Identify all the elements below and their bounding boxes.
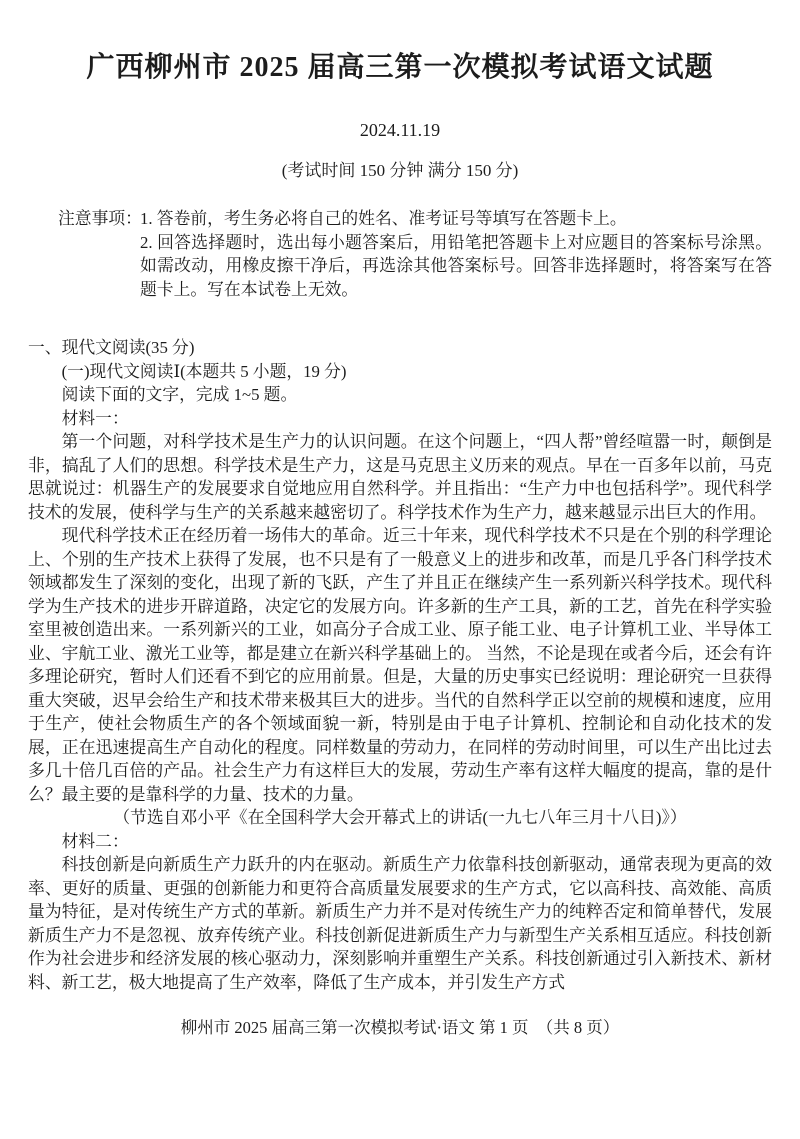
material1-attribution: （节选自邓小平《在全国科学大会开幕式上的讲话(一九七八年三月十八日)》） (113, 808, 687, 827)
section-heading: 一、现代文阅读(35 分) (28, 338, 195, 357)
notice-item-2: 2. 回答选择题时，选出每小题答案后，用铅笔把答题卡上对应题目的答案标号涂黑。如需改动，用橡皮擦干净后，再选涂其他答案标号。回答非选择题时，将答案写在答题卡上。写在本试卷上无效。 (140, 232, 772, 299)
exam-title: 广西柳州市 2025 届高三第一次模拟考试语文试题 (86, 52, 714, 83)
reading-instruction: 阅读下面的文字，完成 1~5 题。 (61, 385, 298, 404)
exam-content (28, 336, 772, 994)
material2-label: 材料二： (61, 831, 129, 851)
notice-block (28, 207, 772, 301)
notice-item-1: 1. 答卷前，考生务必将自己的姓名、准考证号等填写在答题卡上。 (140, 209, 627, 228)
exam-date: 2024.11.19 (359, 120, 441, 140)
notice-items (140, 207, 772, 301)
material1-label: 材料一： (61, 408, 129, 428)
material1-paragraph-2: 现代科学技术正在经历着一场伟大的革命。近三十年来，现代科学技术不只是在个别的科学理论上、个别的生产技术上获得了发展，也不只是有了一般意义上的进步和改革，而是几乎各门科学技术领域都发生了深刻的变化，出现了新的飞跃，产生了并且正在继续产生一系列新兴科学技术。现代科学为生产技术的进步开辟道路，决定它的发展方向。许多新的生产工具，新的工艺，首先在科学实验室里被创造出来。一系列新兴的工业，如高分子合成工业、原子能工业、电子计算机工业、半导体工业、宇航工业、激光工业等，都是建立在新兴科学基础上的。 当然，不论是现在或者今后，还会有许多理论研究，暂时人们还看不到它的应用前景。但是，大量的历史事实已经说明：理论研究一旦获得重大突破，迟早会给生产和技术带来极其巨大的进步。当代的自然科学正以空前的规模和速度，应用于生产，使社会物质生产的各个领域面貌一新，特别是由于电子计算机、控制论和自动化技术的发展，正在迅速提高生产自动化的程度。同样数量的劳动力，在同样的劳动时间里，可以生产出比过去多几十倍几百倍的产品。社会生产力有这样巨大的发展，劳动生产率有这样大幅度的提高，靠的是什么？最主要的是靠科学的力量、技术的力量。 (28, 526, 772, 804)
exam-duration-info: (考试时间 150 分钟 满分 150 分) (281, 161, 519, 180)
material2-paragraph-1: 科技创新是向新质生产力跃升的内在驱动。新质生产力依靠科技创新驱动，通常表现为更高的效率、更好的质量、更强的创新能力和更符合高质量发展要求的生产方式，它以高科技、高效能、高质量为特征，是对传统生产方式的革新。新质生产力并不是对传统生产力的纯粹否定和简单替代，发展新质生产力不是忽视、放弃传统产业。科技创新促进新质生产力与新型生产关系相互适应。科技创新作为社会进步和经济发展的核心驱动力，深刻影响并重塑生产关系。科技创新通过引入新技术、新材料、新工艺，极大地提高了生产效率，降低了生产成本，并引发生产方式 (28, 855, 772, 992)
notice-label: 注意事项： (58, 209, 142, 228)
material1-paragraph-1: 第一个问题，对科学技术是生产力的认识问题。在这个问题上，“四人帮”曾经喧嚣一时，颠倒是非，搞乱了人们的思想。科学技术是生产力，这是马克思主义历来的观点。早在一百多年以前，马克思就说过：机器生产的发展要求自觉地应用自然科学。并且指出：“生产力中也包括科学”。现代科学技术的发展，使科学与生产的关系越来越密切了。科学技术作为生产力，越来越显示出巨大的作用。 (28, 432, 772, 522)
page-footer: 柳州市 2025 届高三第一次模拟考试·语文 第 1 页 （共 8 页） (180, 1018, 620, 1037)
section-subheading: (一)现代文阅读Ⅰ(本题共 5 小题，19 分) (61, 361, 347, 381)
